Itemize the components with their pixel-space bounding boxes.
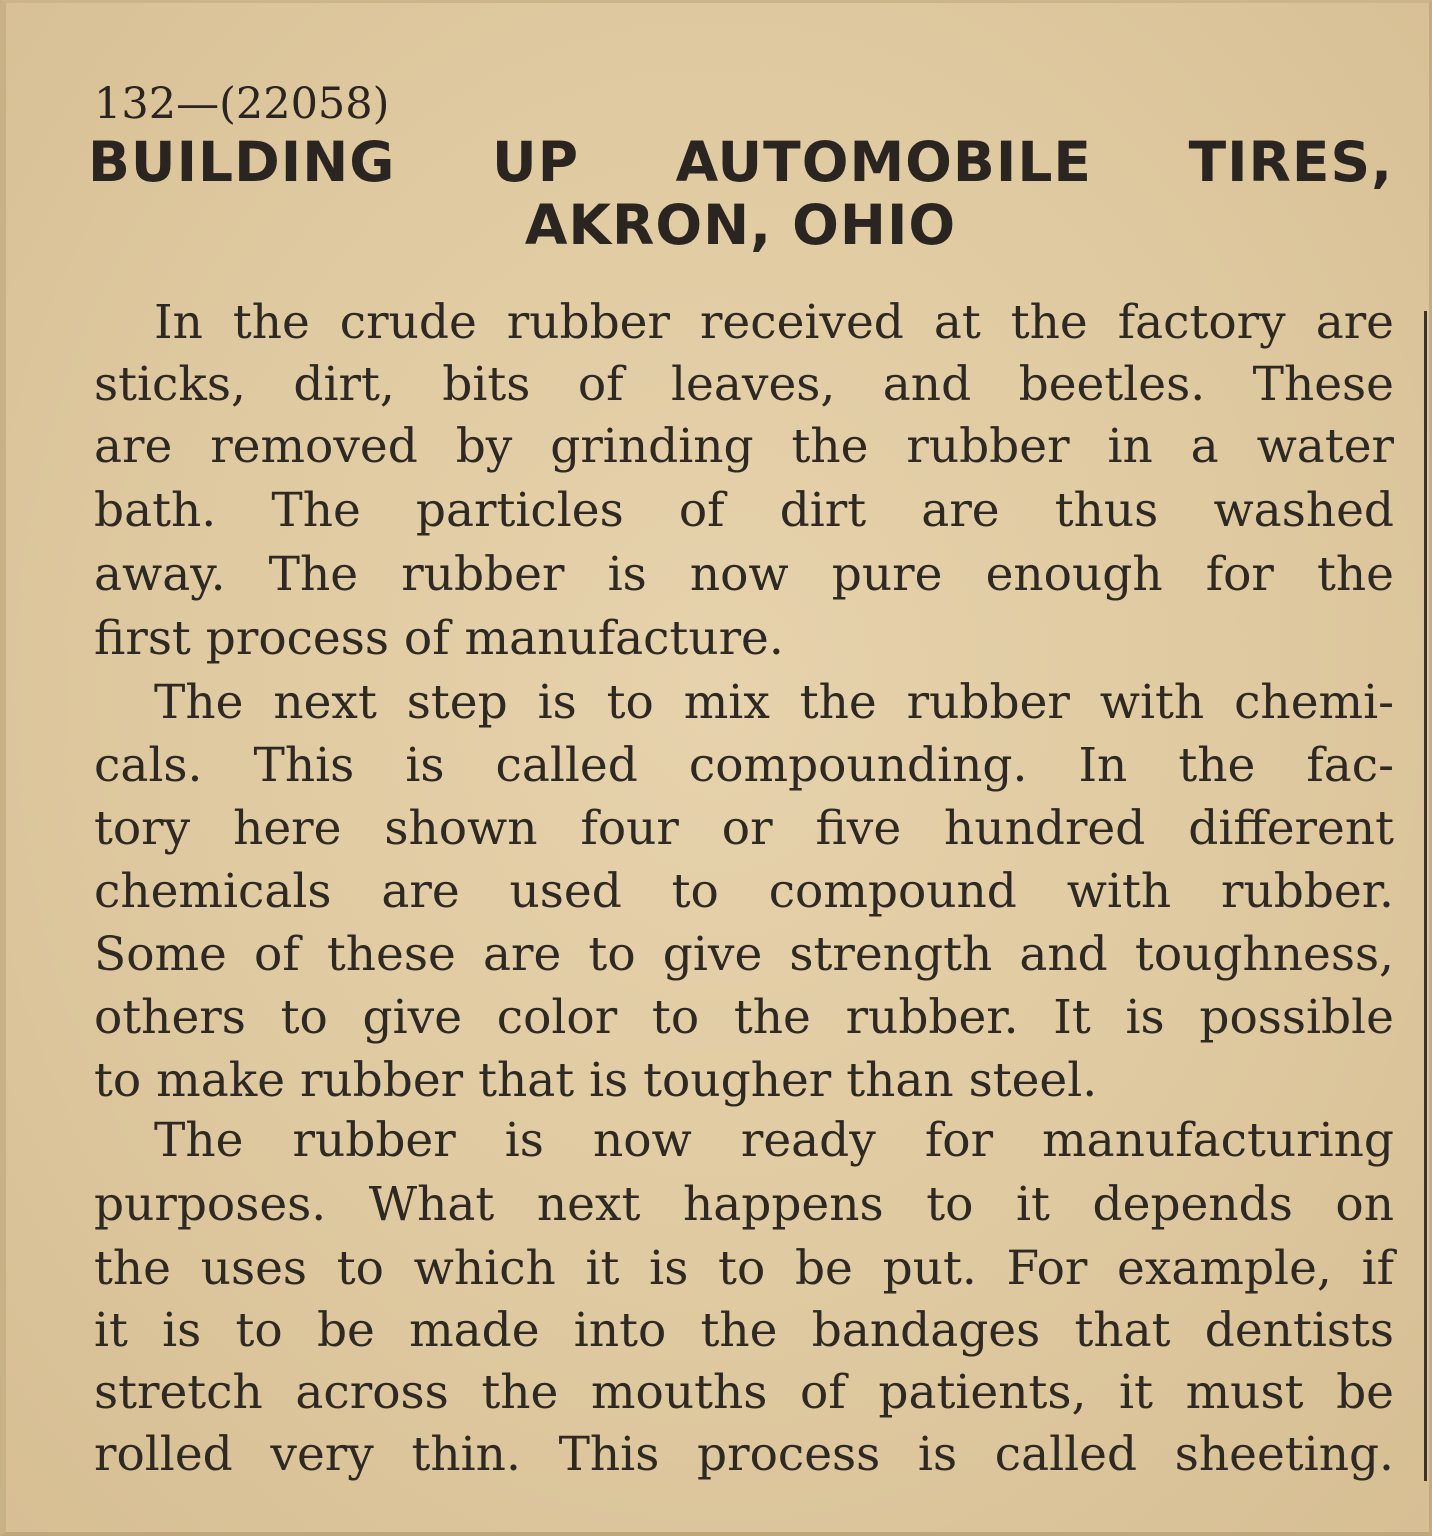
- body-line: are removed by grinding the rubber in a water: [94, 419, 1394, 474]
- body-line: Some of these are to give strength and toughness,: [94, 927, 1394, 982]
- body-line: The rubber is now ready for manufacturing: [154, 1113, 1394, 1168]
- body-line: rolled very thin. This process is called sheeting.: [94, 1427, 1394, 1482]
- title-line-2: AKRON, OHIO: [524, 193, 957, 257]
- body-line: to make rubber that is tougher than steel.: [94, 1053, 1098, 1108]
- body-line: it is to be made into the bandages that dentists: [94, 1303, 1394, 1358]
- body-line: cals. This is called compounding. In the fac-: [94, 738, 1394, 793]
- body-line: first process of manufacture.: [94, 611, 784, 666]
- body-line: tory here shown four or five hundred different: [94, 801, 1394, 856]
- body-line: sticks, dirt, bits of leaves, and beetles. These: [94, 357, 1394, 412]
- catalog-number: 132—(22058): [94, 79, 390, 129]
- body-line: The next step is to mix the rubber with chemi-: [154, 675, 1394, 730]
- title-line-1: BUILDING UP AUTOMOBILE TIRES,: [88, 130, 1393, 194]
- right-border-rule: [1424, 311, 1427, 1481]
- body-line: others to give color to the rubber. It is possible: [94, 990, 1394, 1045]
- body-line: the uses to which it is to be put. For example, if: [94, 1241, 1394, 1296]
- body-line: In the crude rubber received at the factory are: [154, 295, 1394, 350]
- body-line: chemicals are used to compound with rubber.: [94, 864, 1394, 919]
- body-line: away. The rubber is now pure enough for the: [94, 547, 1394, 602]
- body-line: purposes. What next happens to it depends on: [94, 1177, 1394, 1232]
- body-line: stretch across the mouths of patients, it must be: [94, 1365, 1394, 1420]
- body-line: bath. The particles of dirt are thus washed: [94, 483, 1394, 538]
